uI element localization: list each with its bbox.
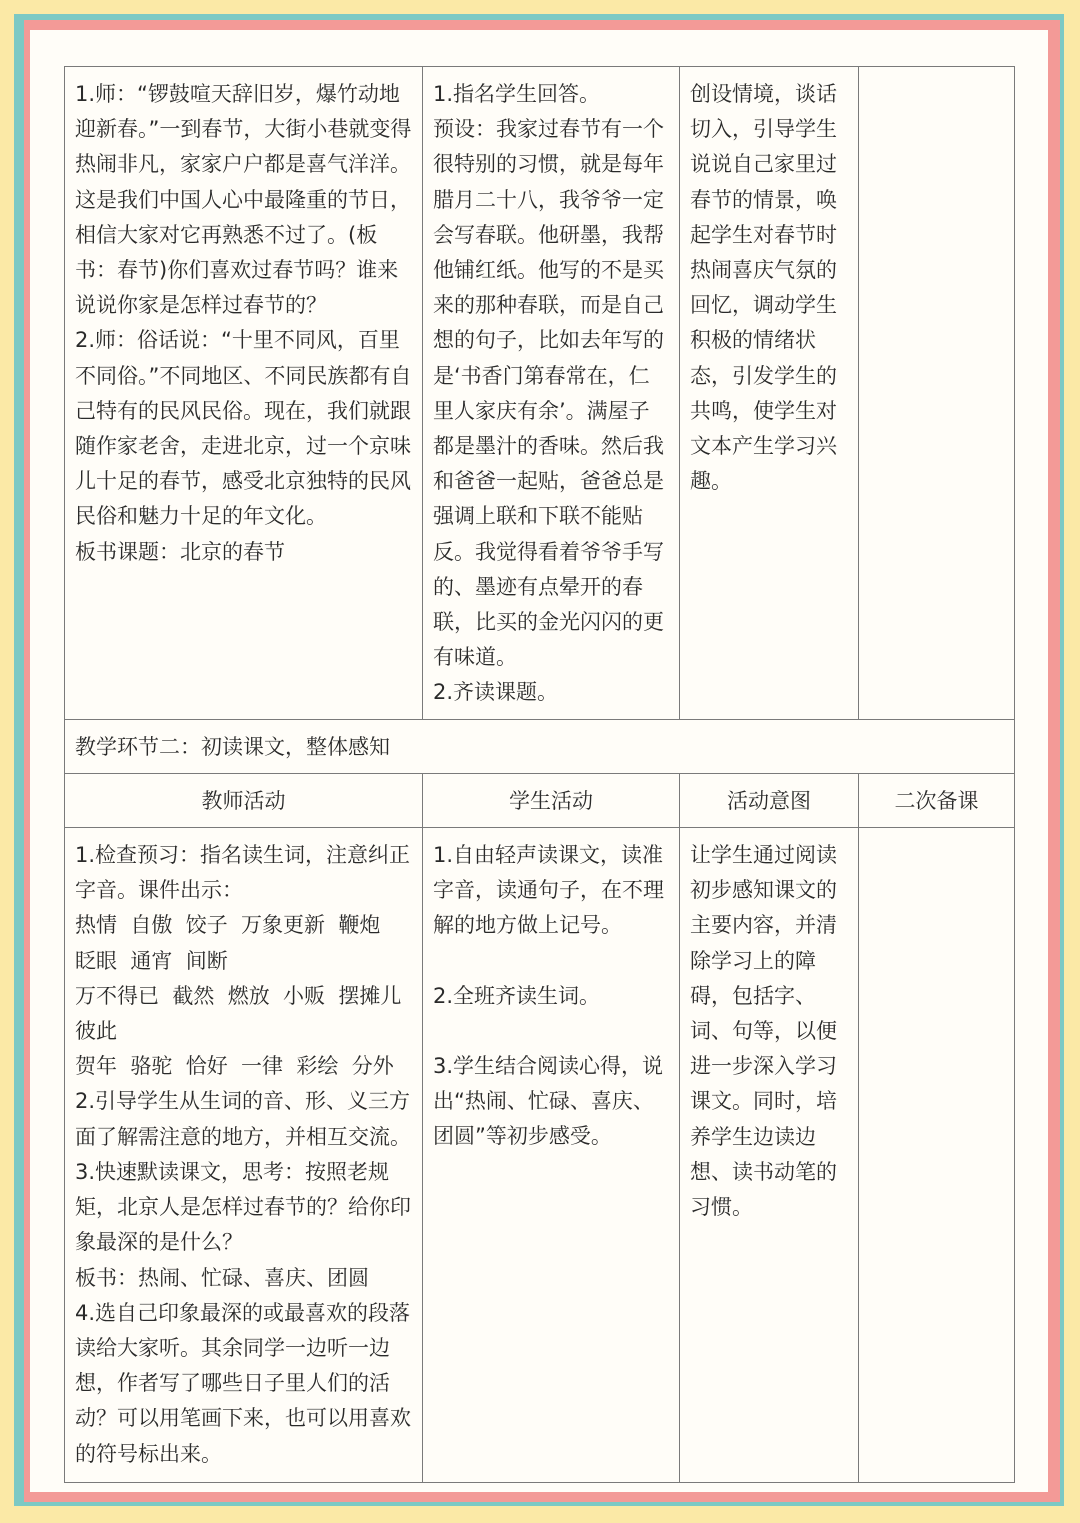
teacher-activity-cell <box>65 67 423 720</box>
paragraph-spacer <box>433 944 669 979</box>
table-header-row <box>65 773 1015 827</box>
student-activity-paragraph: 1.指名学生回答。 <box>433 82 601 106</box>
teacher-activity-paragraph: 3.快速默读课文，思考：按照老规矩，北京人是怎样过春节的？给你印象最深的是什么？ <box>75 1159 411 1255</box>
student-activity-cell <box>423 67 680 720</box>
header-student-activity: 学生活动 <box>423 773 680 827</box>
teacher-activity-paragraph: 1.检查预习：指名读生词，注意纠正字音。课件出示： <box>75 843 411 903</box>
activity-intent-cell <box>680 828 859 1483</box>
teacher-activity-paragraph: 4.选自己印象最深的或最喜欢的段落读给大家听。其余同学一边听一边想，作者写了哪些日子里人们的活动？可以用笔画下来，也可以用喜欢的符号标出来。 <box>75 1300 411 1466</box>
teacher-activity-paragraph: 2.引导学生从生词的音、形、义三方面了解需注意的地方，并相互交流。 <box>75 1089 411 1149</box>
section-title-row <box>65 719 1015 773</box>
activity-intent-cell <box>680 67 859 720</box>
teacher-activity-cell <box>65 828 423 1483</box>
header-teacher-activity: 教师活动 <box>65 773 423 827</box>
vocab-line: 贺年 骆驼 恰好 一律 彩绘 分外 <box>75 1054 394 1079</box>
student-activity-paragraph: 3.学生结合阅读心得，说出“热闹、忙碌、喜庆、团圆”等初步感受。 <box>433 1053 664 1149</box>
table-row <box>65 67 1015 720</box>
table-row <box>65 828 1015 1483</box>
lesson-plan-table <box>64 66 1015 1483</box>
vocab-line: 热情 自傲 饺子 万象更新 鞭炮 <box>75 913 381 938</box>
student-activity-paragraph: 预设：我家过春节有一个很特别的习惯，就是每年腊月二十八，我爷爷一定会写春联。他研墨，我帮他铺红纸。他写的不是买来的那种春联，而是自己想的句子，比如去年写的是‘书香门第春常在，仁里人家庆有余’。满屋子都是墨汁的香味。然后我和爸爸一起贴，爸爸总是强调上联和下联不能贴反。我觉得看着爷爷手写的、墨迹有点晕开的春联，比买的金光闪闪的更有味道。 <box>433 117 664 670</box>
board-summary: 板书：热闹、忙碌、喜庆、团圆 <box>75 1265 369 1290</box>
vocab-line: 眨眼 通宵 间断 <box>75 948 228 973</box>
section-title: 教学环节二：初读课文，整体感知 <box>65 719 1015 773</box>
activity-intent-text: 创设情境，谈话切入，引导学生说说自己家里过春节的情景，唤起学生对春节时热闹喜庆气氛的回忆，调动学生积极的情绪状态，引发学生的共鸣，使学生对文本产生学习兴趣。 <box>690 82 837 494</box>
secondary-prep-cell <box>859 828 1015 1483</box>
student-activity-cell <box>423 828 680 1483</box>
teacher-activity-paragraph: 1.师：“锣鼓喧天辞旧岁，爆竹动地迎新春。”一到春节，大街小巷就变得热闹非凡，家家户户都是喜气洋洋。这是我们中国人心中最隆重的节日，相信大家对它再熟悉不过了。(板书：春节)你们喜欢过春节吗？谁来说说你家是怎样过春节的？ <box>75 82 412 318</box>
student-activity-paragraph: 1.自由轻声读课文，读准字音，读通句子，在不理解的地方做上记号。 <box>433 843 664 938</box>
paragraph-spacer <box>433 1014 669 1049</box>
secondary-prep-cell <box>859 67 1015 720</box>
student-activity-paragraph: 2.全班齐读生词。 <box>433 983 601 1008</box>
board-title: 板书课题：北京的春节 <box>75 539 285 564</box>
teacher-activity-paragraph: 2.师：俗话说：“十里不同风，百里不同俗。”不同地区、不同民族都有自己特有的民风民俗。现在，我们就跟随作家老舍，走进北京，过一个京味儿十足的春节，感受北京独特的民风民俗和魅力十足的年文化。 <box>75 328 412 529</box>
header-secondary-prep: 二次备课 <box>859 773 1015 827</box>
student-activity-paragraph: 2.齐读课题。 <box>433 680 559 705</box>
activity-intent-text: 让学生通过阅读初步感知课文的主要内容，并清除学习上的障碍，包括字、词、句等，以便进一步深入学习课文。同时，培养学生边读边想、读书动笔的习惯。 <box>690 843 837 1220</box>
header-activity-intent: 活动意图 <box>680 773 859 827</box>
vocab-line: 万不得已 截然 燃放 小贩 摆摊儿 彼此 <box>75 983 415 1044</box>
